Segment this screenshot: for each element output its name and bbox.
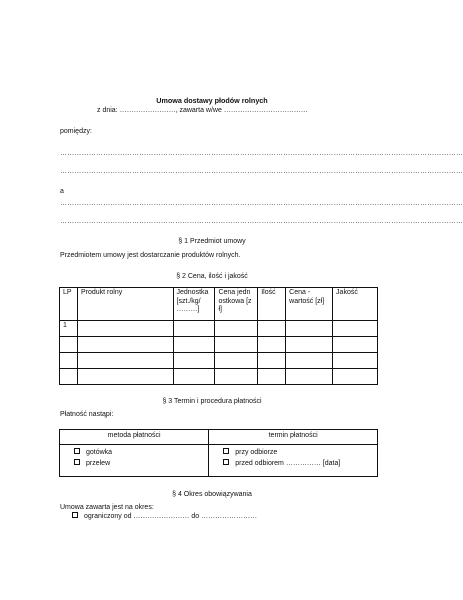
section1-heading: § 1 Przedmiot umowy xyxy=(178,238,246,245)
section3-heading: § 3 Termin i procedura płatności xyxy=(162,398,262,405)
table-cell[interactable] xyxy=(258,337,286,353)
party1-dotted-line-1: …………………………………………………………………………………………………………………………………………………… xyxy=(60,150,463,157)
table-cell[interactable] xyxy=(173,337,215,353)
method-option-transfer[interactable] xyxy=(74,458,204,469)
checkbox-icon[interactable] xyxy=(223,459,229,465)
table-cell[interactable] xyxy=(286,321,333,337)
table-cell[interactable] xyxy=(173,369,215,385)
col-quality: Jakość xyxy=(333,288,378,321)
method-option-cash[interactable] xyxy=(74,447,204,458)
col-quantity: Ilość xyxy=(258,288,286,321)
term-option-before-receipt[interactable] xyxy=(223,458,373,469)
term-header: termin płatności xyxy=(209,430,378,445)
table-cell[interactable] xyxy=(60,337,78,353)
checkbox-icon[interactable] xyxy=(72,512,78,518)
section2-heading: § 2 Cena, ilość i jakość xyxy=(176,273,248,280)
table-cell[interactable] xyxy=(286,353,333,369)
payment-table-header xyxy=(60,430,378,445)
table-cell[interactable] xyxy=(215,369,258,385)
method-label: gotówka xyxy=(86,449,113,456)
party2-dotted-line-1: …………………………………………………………………………………………………………………………………………………… xyxy=(60,200,463,207)
price-table xyxy=(59,287,378,385)
table-cell[interactable] xyxy=(333,337,378,353)
table-cell[interactable] xyxy=(77,337,173,353)
term-label: przed odbiorem …………… [data] xyxy=(235,460,341,467)
term-options xyxy=(209,445,378,477)
table-cell[interactable] xyxy=(333,353,378,369)
payment-table xyxy=(59,429,378,477)
document-title: Umowa dostawy płodów rolnych xyxy=(156,96,268,105)
period-option-limited[interactable] xyxy=(72,512,257,521)
section1-text: Przedmiotem umowy jest dostarczanie produktów rolnych. xyxy=(60,252,241,259)
table-cell[interactable] xyxy=(258,321,286,337)
table-row xyxy=(60,353,378,369)
period-option-label: ograniczony od …………………… do …………………… xyxy=(84,513,258,520)
date-line: z dnia: ……………………, zawarta w/we ……………………………… xyxy=(97,107,308,114)
col-unit-price: Cena jednostkowa [zł] xyxy=(215,288,258,321)
table-cell[interactable] xyxy=(215,337,258,353)
table-cell[interactable] xyxy=(77,369,173,385)
table-cell[interactable] xyxy=(215,321,258,337)
table-cell[interactable] xyxy=(258,353,286,369)
method-options xyxy=(60,445,209,477)
table-cell[interactable] xyxy=(286,369,333,385)
table-cell[interactable] xyxy=(77,353,173,369)
payment-options-row xyxy=(60,445,378,477)
section4-heading: § 4 Okres obowiązywania xyxy=(172,491,252,498)
table-cell[interactable] xyxy=(60,369,78,385)
table-cell[interactable] xyxy=(333,321,378,337)
table-cell[interactable] xyxy=(333,369,378,385)
col-lp: LP xyxy=(60,288,78,321)
term-option-on-receipt[interactable] xyxy=(223,447,373,458)
method-label: przelew xyxy=(86,460,111,467)
table-cell[interactable] xyxy=(215,353,258,369)
party2-dotted-line-2: …………………………………………………………………………………………………………………………………………………… xyxy=(60,218,463,225)
col-unit: Jednostka [szt./kg/ ………] xyxy=(173,288,215,321)
checkbox-icon[interactable] xyxy=(223,448,229,454)
table-cell[interactable] xyxy=(77,321,173,337)
section3-intro: Płatność nastąpi: xyxy=(60,411,114,418)
party1-dotted-line-2: …………………………………………………………………………………………………………………………………………………… xyxy=(60,168,463,175)
table-row xyxy=(60,369,378,385)
table-cell[interactable]: 1 xyxy=(60,321,78,337)
checkbox-icon[interactable] xyxy=(74,459,80,465)
method-header: metoda płatności xyxy=(60,430,209,445)
term-label: przy odbiorze xyxy=(235,449,278,456)
table-row xyxy=(60,337,378,353)
table-cell[interactable] xyxy=(173,353,215,369)
table-cell[interactable] xyxy=(173,321,215,337)
section4-intro: Umowa zawarta jest na okres: xyxy=(60,504,154,511)
table-row xyxy=(60,321,378,337)
price-table-header xyxy=(60,288,378,321)
and-label: a xyxy=(60,188,64,195)
col-product: Produkt rolny xyxy=(77,288,173,321)
table-cell[interactable] xyxy=(286,337,333,353)
table-cell[interactable] xyxy=(60,353,78,369)
table-cell[interactable] xyxy=(258,369,286,385)
col-value: Cena - wartość [zł] xyxy=(286,288,333,321)
checkbox-icon[interactable] xyxy=(74,448,80,454)
between-label: pomiędzy: xyxy=(60,128,92,135)
